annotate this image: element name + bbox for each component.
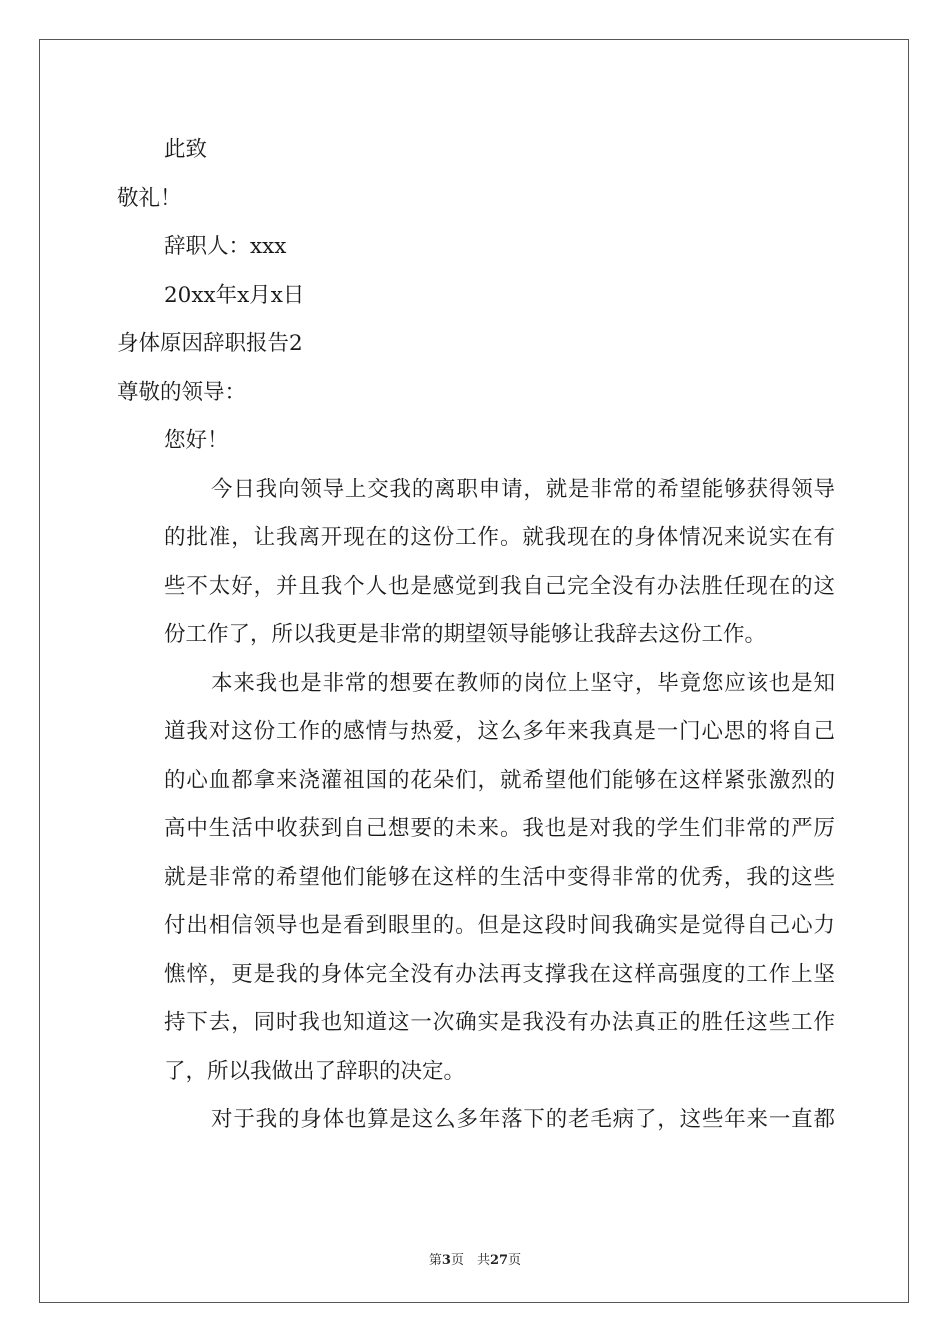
paragraph-line: 的心血都拿来浇灌祖国的花朵们，就希望他们能够在这样紧张激烈的	[164, 767, 835, 793]
paragraph-line: 些不太好，并且我个人也是感觉到我自己完全没有办法胜任现在的这	[164, 573, 835, 599]
paragraph-line: 今日我向领导上交我的离职申请，就是非常的希望能够获得领导	[211, 476, 835, 502]
letter-date: 20xx年x月x日	[164, 282, 305, 308]
resigner-name: 辞职人：xxx	[164, 234, 287, 259]
page-total: 27	[489, 1253, 509, 1268]
paragraph-line: 道我对这份工作的感情与热爱，这么多年来我真是一门心思的将自己	[164, 719, 835, 744]
paragraph-line: 份工作了，所以我更是非常的期望领导能够让我辞去这份工作。	[164, 622, 767, 647]
paragraph-line: 持下去，同时我也知道这一次确实是我没有办法真正的胜任这些工作	[164, 1010, 835, 1035]
paragraph-2	[117, 660, 835, 1097]
closing-regards: 敬礼！	[117, 185, 182, 211]
page-footer	[0, 1249, 950, 1268]
paragraph-line: 了，所以我做出了辞职的决定。	[164, 1058, 466, 1084]
paragraph-line: 憔悴，更是我的身体完全没有办法再支撑我在这样高强度的工作上坚	[164, 961, 835, 987]
footer-suffix: 页	[508, 1253, 522, 1268]
paragraph-line: 高中生活中收获到自己想要的未来。我也是对我的学生们非常的严厉	[164, 816, 835, 841]
footer-mid: 页 共	[450, 1253, 490, 1268]
page-number: 3	[441, 1253, 451, 1268]
closing-salutation: 此致	[164, 137, 208, 162]
footer-prefix: 第	[428, 1253, 442, 1268]
paragraph-line: 本来我也是非常的想要在教师的岗位上坚守，毕竟您应该也是知	[211, 670, 835, 696]
paragraph-line: 就是非常的希望他们能够在这样的生活中变得非常的优秀，我的这些	[164, 864, 835, 890]
paragraph-line: 对于我的身体也算是这么多年落下的老毛病了，这些年来一直都	[211, 1107, 835, 1132]
paragraph-1	[117, 466, 835, 660]
greeting-recipient: 尊敬的领导：	[117, 379, 247, 405]
paragraph-3	[117, 1096, 835, 1145]
section-title: 身体原因辞职报告2	[117, 331, 303, 356]
greeting: 您好！	[164, 428, 229, 453]
paragraph-line: 付出相信领导也是看到眼里的。但是这段时间我确实是觉得自己心力	[164, 913, 835, 938]
paragraph-line: 的批准，让我离开现在的这份工作。就我现在的身体情况来说实在有	[164, 525, 835, 550]
document-body	[117, 126, 835, 1145]
